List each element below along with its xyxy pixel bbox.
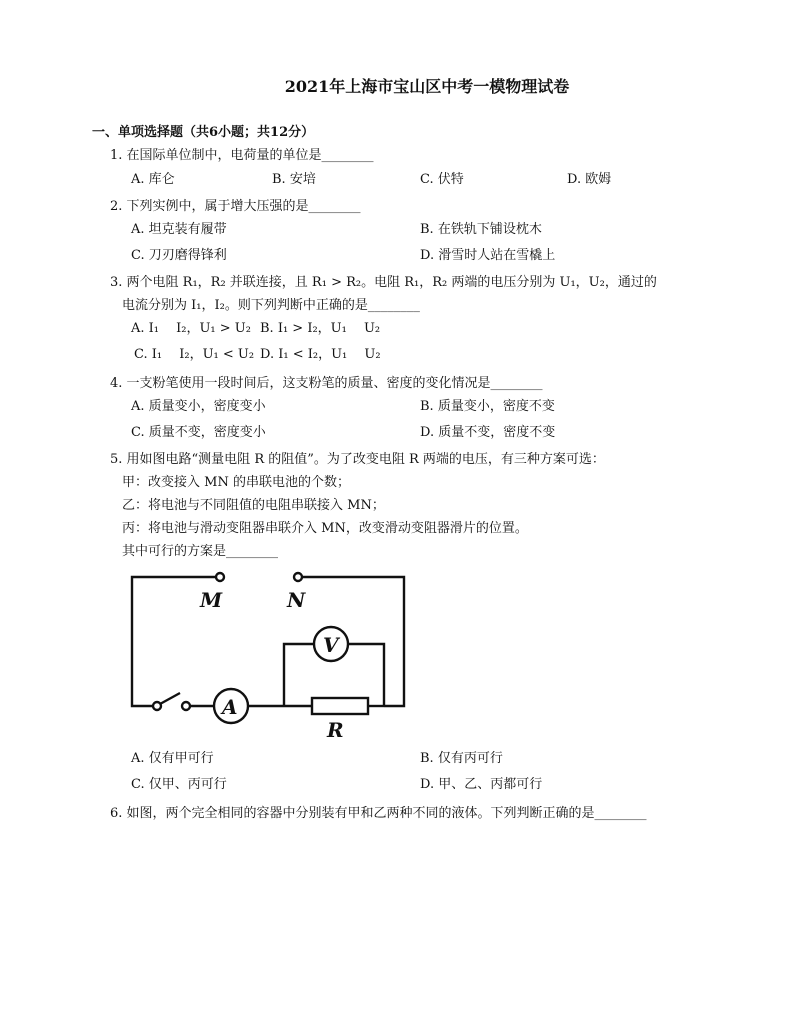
question-6-stem: 6. 如图，两个完全相同的容器中分别装有甲和乙两种不同的液体。下列判断正确的是________: [110, 806, 647, 821]
q5-plan-bing: 丙：将电池与滑动变阻器串联介入 MN，改变滑动变阻器滑片的位置。: [122, 521, 528, 536]
q1-option-a: A. 库仑: [131, 172, 175, 187]
q5-option-d: D. 甲、乙、丙都可行: [420, 777, 543, 792]
q5-plan-jia: 甲：改变接入 MN 的串联电池的个数；: [122, 475, 350, 490]
label-a: A: [222, 695, 238, 719]
q2-option-a: A. 坦克装有履带: [131, 222, 227, 237]
q5-ask: 其中可行的方案是________: [122, 544, 279, 559]
q4-option-b: B. 质量变小，密度不变: [420, 399, 555, 414]
label-n: N: [287, 588, 306, 612]
switch-blade: [160, 693, 180, 704]
wire-voltmeter-left: [284, 644, 313, 706]
q4-option-a: A. 质量变小，密度变小: [131, 399, 266, 414]
q5-option-b: B. 仅有丙可行: [420, 751, 503, 766]
section-heading: 一、单项选择题（共6小题；共12分）: [92, 125, 315, 140]
wire-voltmeter-right: [348, 644, 384, 706]
q4-option-d: D. 质量不变，密度不变: [420, 425, 556, 440]
label-v: V: [323, 633, 339, 657]
q4-option-c: C. 质量不变，密度变小: [131, 425, 266, 440]
terminal-n: [294, 573, 302, 581]
q3-option-d: D. I₁ < I₂，U₁ U₂: [260, 347, 381, 362]
label-r: R: [327, 718, 344, 742]
q2-option-c: C. 刀刃磨得锋利: [131, 248, 227, 263]
q3-option-b: B. I₁ > I₂，U₁ U₂: [260, 321, 381, 336]
q1-option-c: C. 伏特: [420, 172, 464, 187]
q5-option-c: C. 仅甲、丙可行: [131, 777, 227, 792]
q1-option-b: B. 安培: [272, 172, 316, 187]
question-3-stem-line2: 电流分别为 I₁，I₂。则下列判断中正确的是________: [122, 298, 420, 313]
question-2-stem: 2. 下列实例中，属于增大压强的是________: [110, 199, 361, 214]
question-5-stem: 5. 用如图电路“测量电阻 R 的阻值”。为了改变电阻 R 两端的电压，有三种方案可选：: [110, 452, 605, 467]
circuit-diagram: [120, 567, 420, 742]
page-title: 2021年上海市宝山区中考一模物理试卷: [284, 77, 570, 96]
question-1-stem: 1. 在国际单位制中，电荷量的单位是________: [110, 148, 374, 163]
q3-option-a: A. I₁ I₂，U₁ > U₂: [131, 321, 251, 336]
question-4-stem: 4. 一支粉笔使用一段时间后，这支粉笔的质量、密度的变化情况是________: [110, 376, 543, 391]
question-3-stem-line1: 3. 两个电阻 R₁，R₂ 并联连接，且 R₁ > R₂。电阻 R₁，R₂ 两端的电压分别为 U₁，U₂，通过的: [110, 275, 657, 290]
switch-terminal-right: [182, 702, 190, 710]
resistor-symbol: [312, 698, 368, 714]
q5-option-a: A. 仅有甲可行: [131, 751, 214, 766]
q5-plan-yi: 乙：将电池与不同阻值的电阻串联接入 MN；: [122, 498, 385, 513]
q1-option-d: D. 欧姆: [567, 172, 612, 187]
label-m: M: [200, 588, 223, 612]
q2-option-d: D. 滑雪时人站在雪橇上: [420, 248, 556, 263]
terminal-m: [216, 573, 224, 581]
q2-option-b: B. 在铁轨下铺设枕木: [420, 222, 542, 237]
q3-option-c: C. I₁ I₂，U₁ < U₂: [134, 347, 255, 362]
